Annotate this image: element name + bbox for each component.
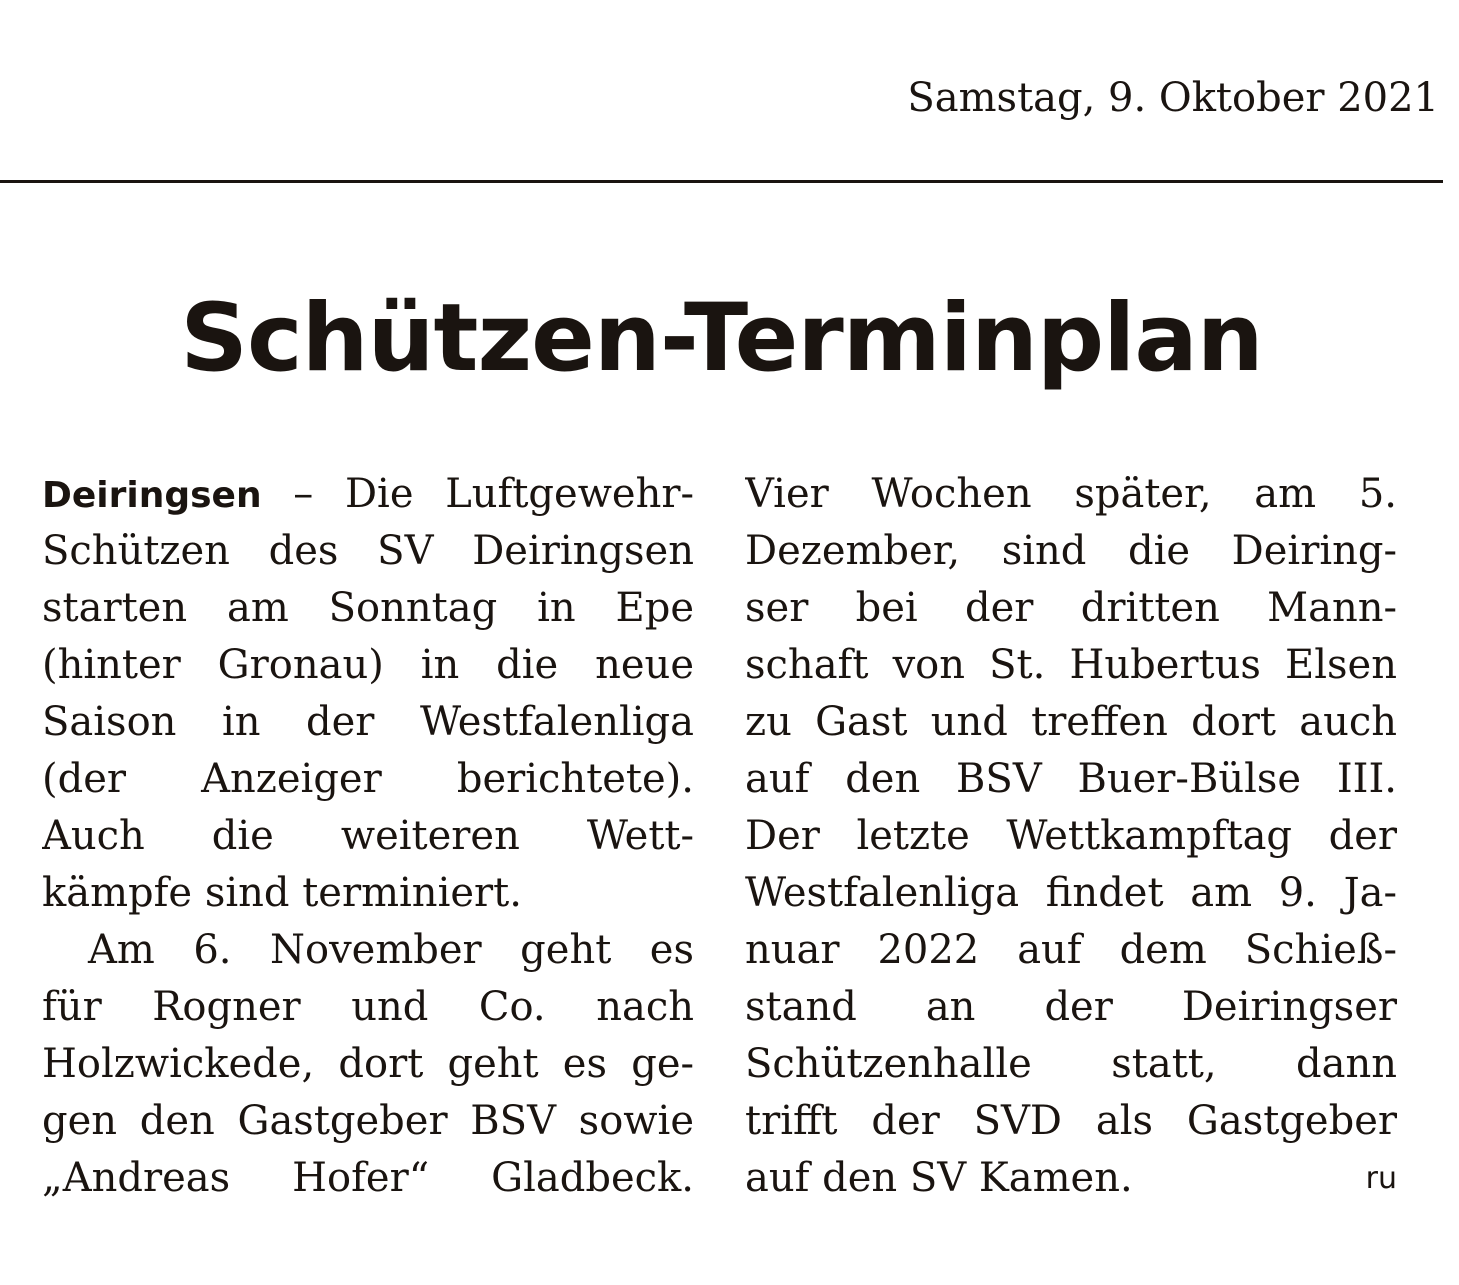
article-headline: Schützen-Terminplan (180, 284, 1263, 393)
dateline: Deiringsen (42, 475, 262, 516)
article-line: Holzwickede, dort geht es ge- (42, 1041, 694, 1087)
article-line: für Rogner und Co. nach (42, 984, 694, 1030)
article-line (745, 1150, 1397, 1207)
article-line: Saison in der Westfalenliga (42, 699, 694, 745)
author-initials: ru (1365, 1161, 1397, 1196)
article-line: Vier Wochen später, am 5. (745, 471, 1397, 517)
article-line: (der Anzeiger berichtete). (42, 756, 694, 802)
article-line: trifft der SVD als Gastgeber (745, 1098, 1397, 1144)
article-final-text: auf den SV Kamen. (745, 1155, 1133, 1201)
article-line: starten am Sonntag in Epe (42, 585, 694, 631)
header-divider (0, 180, 1443, 183)
article-line: gen den Gastgeber BSV sowie (42, 1098, 694, 1144)
article-line: Deiringsen – Die Luftgewehr- (42, 471, 694, 517)
article-line: nuar 2022 auf dem Schieß- (745, 927, 1397, 973)
article-column-right (745, 466, 1397, 1207)
article-line: auf den BSV Buer-Bülse III. (745, 756, 1397, 802)
article-line: Westfalenliga findet am 9. Ja- (745, 870, 1397, 916)
article-line: stand an der Deiringser (745, 984, 1397, 1030)
article-column-left (42, 466, 694, 1207)
article-line: Am 6. November geht es (88, 927, 694, 973)
article-line: schaft von St. Hubertus Elsen (745, 642, 1397, 688)
article-line: ser bei der dritten Mann- (745, 585, 1397, 631)
publication-date: Samstag, 9. Oktober 2021 (907, 75, 1439, 121)
article-line: Schützenhalle statt, dann (745, 1041, 1397, 1087)
article-line: Dezember, sind die Deiring- (745, 528, 1397, 574)
article-line: (hinter Gronau) in die neue (42, 642, 694, 688)
article-line: Der letzte Wettkampftag der (745, 813, 1397, 859)
article-line: Auch die weiteren Wett- (42, 813, 694, 859)
article-line: kämpfe sind terminiert. (42, 870, 522, 916)
article-line: „Andreas Hofer“ Gladbeck. (42, 1155, 694, 1201)
article-line: Schützen des SV Deiringsen (42, 528, 694, 574)
article-line: zu Gast und treffen dort auch (745, 699, 1397, 745)
